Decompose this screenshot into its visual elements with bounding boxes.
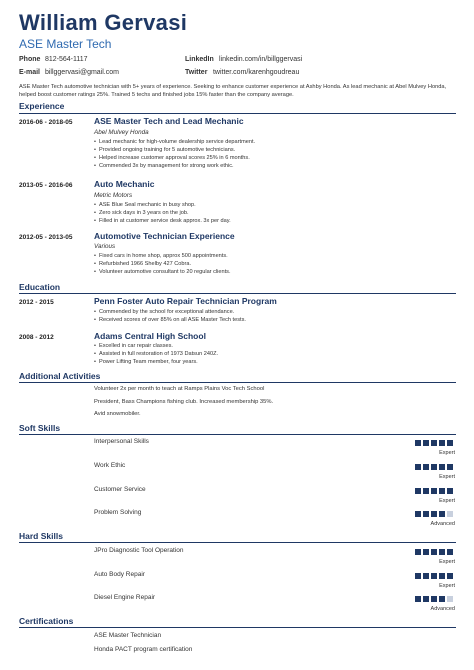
rating-square (423, 511, 429, 517)
rating-square (447, 440, 453, 446)
skill-name: Problem Solving (94, 509, 142, 516)
section-divider (19, 113, 456, 114)
section-title-education: Education (19, 282, 61, 292)
profile-summary: ASE Master Tech automotive technician with 5+ years of experience. Seeking to enhance customer experience at Ashby Honda. As lead mechanic at Abel Mulvey Honda, helped boost customer ratings 25%. Trained 5 techs and finished jobs 15% faster than the company average. (19, 84, 447, 98)
rating-square (431, 573, 437, 579)
education-school: Penn Foster Auto Repair Technician Program (94, 296, 277, 306)
skill-level: Expert (439, 450, 455, 456)
skill-rating (415, 596, 453, 602)
rating-square (439, 549, 445, 555)
skill-name: Diesel Engine Repair (94, 594, 156, 601)
rating-square (415, 440, 421, 446)
certification-item: ASE Master Technician (94, 632, 162, 639)
skill-name: Auto Body Repair (94, 571, 145, 578)
rating-square (431, 488, 437, 494)
experience-company: Metric Motors (94, 192, 133, 199)
experience-dates: 2013-05 - 2016-06 (19, 182, 73, 189)
section-divider (19, 293, 456, 294)
rating-square (431, 464, 437, 470)
rating-square (439, 488, 445, 494)
rating-square (423, 549, 429, 555)
section-divider (19, 434, 456, 435)
rating-square (447, 488, 453, 494)
skill-level: Advanced (430, 606, 455, 612)
list-item: • Lead mechanic for high-volume dealership service department. (94, 138, 255, 146)
skill-level: Expert (439, 583, 455, 589)
experience-role: ASE Master Tech and Lead Mechanic (94, 116, 244, 126)
skill-rating (415, 573, 453, 579)
section-divider (19, 542, 456, 543)
list-item: • Volunteer automotive consultant to 20 regular clients. (94, 268, 231, 276)
activity-item: Volunteer 2x per month to teach at Ramps Plains Voc Tech School (94, 386, 265, 392)
skill-rating (415, 549, 453, 555)
experience-bullets (94, 252, 231, 276)
list-item: • Commended by the school for exceptional attendance. (94, 308, 246, 316)
rating-square (447, 549, 453, 555)
certification-item: Honda PACT program certification (94, 646, 193, 653)
experience-company: Various (94, 243, 116, 250)
experience-bullets (94, 201, 231, 225)
education-school: Adams Central High School (94, 331, 206, 341)
rating-square (415, 511, 421, 517)
list-item: • Filled in at customer service desk approx. 3x per day. (94, 217, 231, 225)
rating-square (423, 488, 429, 494)
rating-square (439, 573, 445, 579)
rating-square (423, 464, 429, 470)
rating-square (447, 511, 453, 517)
rating-square (439, 511, 445, 517)
section-title-soft-skills: Soft Skills (19, 423, 61, 433)
skill-name: JPro Diagnostic Tool Operation (94, 547, 184, 554)
skill-name: Interpersonal Skills (94, 438, 149, 445)
list-item: • Assisted in full restoration of 1973 Datsun 240Z. (94, 350, 218, 358)
list-item: • Helped increase customer approval scores 25% in 6 months. (94, 154, 255, 162)
candidate-name: William Gervasi (19, 10, 188, 35)
rating-square (431, 549, 437, 555)
skill-rating (415, 440, 453, 446)
rating-square (423, 596, 429, 602)
job-title: ASE Master Tech (19, 37, 112, 51)
rating-square (447, 573, 453, 579)
list-item: • Provided ongoing training for 5 automotive technicians. (94, 146, 255, 154)
skill-level: Expert (439, 498, 455, 504)
activity-item: Avid snowmobiler. (94, 411, 141, 417)
rating-square (447, 464, 453, 470)
twitter-value[interactable]: twitter.com/karenhgoudreau (212, 69, 300, 76)
skill-name: Customer Service (94, 486, 146, 493)
education-dates: 2008 - 2012 (19, 334, 54, 341)
list-item: • Excelled in car repair classes. (94, 342, 218, 350)
list-item: • ASE Blue Seal mechanic in busy shop. (94, 201, 231, 209)
skill-rating (415, 511, 453, 517)
phone-label: Phone (19, 56, 41, 63)
rating-square (439, 596, 445, 602)
experience-bullets (94, 138, 255, 170)
list-item: • Fixed cars in home shop, approx 500 appointments. (94, 252, 231, 260)
rating-square (447, 596, 453, 602)
rating-square (431, 596, 437, 602)
linkedin-value[interactable]: linkedin.com/in/billggervasi (218, 56, 303, 63)
contact-phone (19, 56, 88, 63)
skill-name: Work Ethic (94, 462, 126, 469)
rating-square (415, 596, 421, 602)
rating-square (415, 549, 421, 555)
rating-square (431, 440, 437, 446)
email-label: E-mail (19, 69, 41, 76)
contact-linkedin (185, 56, 302, 63)
list-item: • Commended 3x by management for strong work ethic. (94, 162, 255, 170)
education-bullets (94, 308, 246, 324)
list-item: • Received scores of over 85% on all ASE Master Tech tests. (94, 316, 246, 324)
linkedin-label: LinkedIn (185, 56, 214, 63)
experience-dates: 2016-06 - 2018-05 (19, 119, 73, 126)
rating-square (423, 573, 429, 579)
skill-rating (415, 464, 453, 470)
list-item: • Power Lifting Team member, four years. (94, 358, 218, 366)
education-bullets (94, 342, 218, 366)
rating-square (431, 511, 437, 517)
section-title-certifications: Certifications (19, 616, 74, 626)
rating-square (439, 464, 445, 470)
rating-square (423, 440, 429, 446)
rating-square (415, 573, 421, 579)
experience-role: Auto Mechanic (94, 179, 155, 189)
activity-item: President, Bass Champions fishing club. Increased membership 35%. (94, 399, 274, 405)
phone-value: 812-564-1117 (44, 56, 88, 63)
email-value[interactable]: billggervasi@gmail.com (44, 69, 119, 76)
twitter-label: Twitter (185, 69, 208, 76)
skill-level: Expert (439, 559, 455, 565)
experience-company: Abel Mulvey Honda (94, 129, 149, 136)
contact-twitter (185, 69, 299, 76)
skill-level: Expert (439, 474, 455, 480)
list-item: • Zero sick days in 3 years on the job. (94, 209, 231, 217)
section-title-hard-skills: Hard Skills (19, 531, 63, 541)
list-item: • Refurbished 1966 Shelby 427 Cobra. (94, 260, 231, 268)
section-title-activities: Additional Activities (19, 371, 101, 381)
section-divider (19, 382, 456, 383)
experience-role: Automotive Technician Experience (94, 231, 235, 241)
skill-level: Advanced (430, 521, 455, 527)
section-divider (19, 627, 456, 628)
section-title-experience: Experience (19, 101, 65, 111)
rating-square (415, 464, 421, 470)
rating-square (439, 440, 445, 446)
education-dates: 2012 - 2015 (19, 299, 54, 306)
skill-rating (415, 488, 453, 494)
experience-dates: 2012-05 - 2013-05 (19, 234, 73, 241)
contact-email (19, 69, 119, 76)
rating-square (415, 488, 421, 494)
